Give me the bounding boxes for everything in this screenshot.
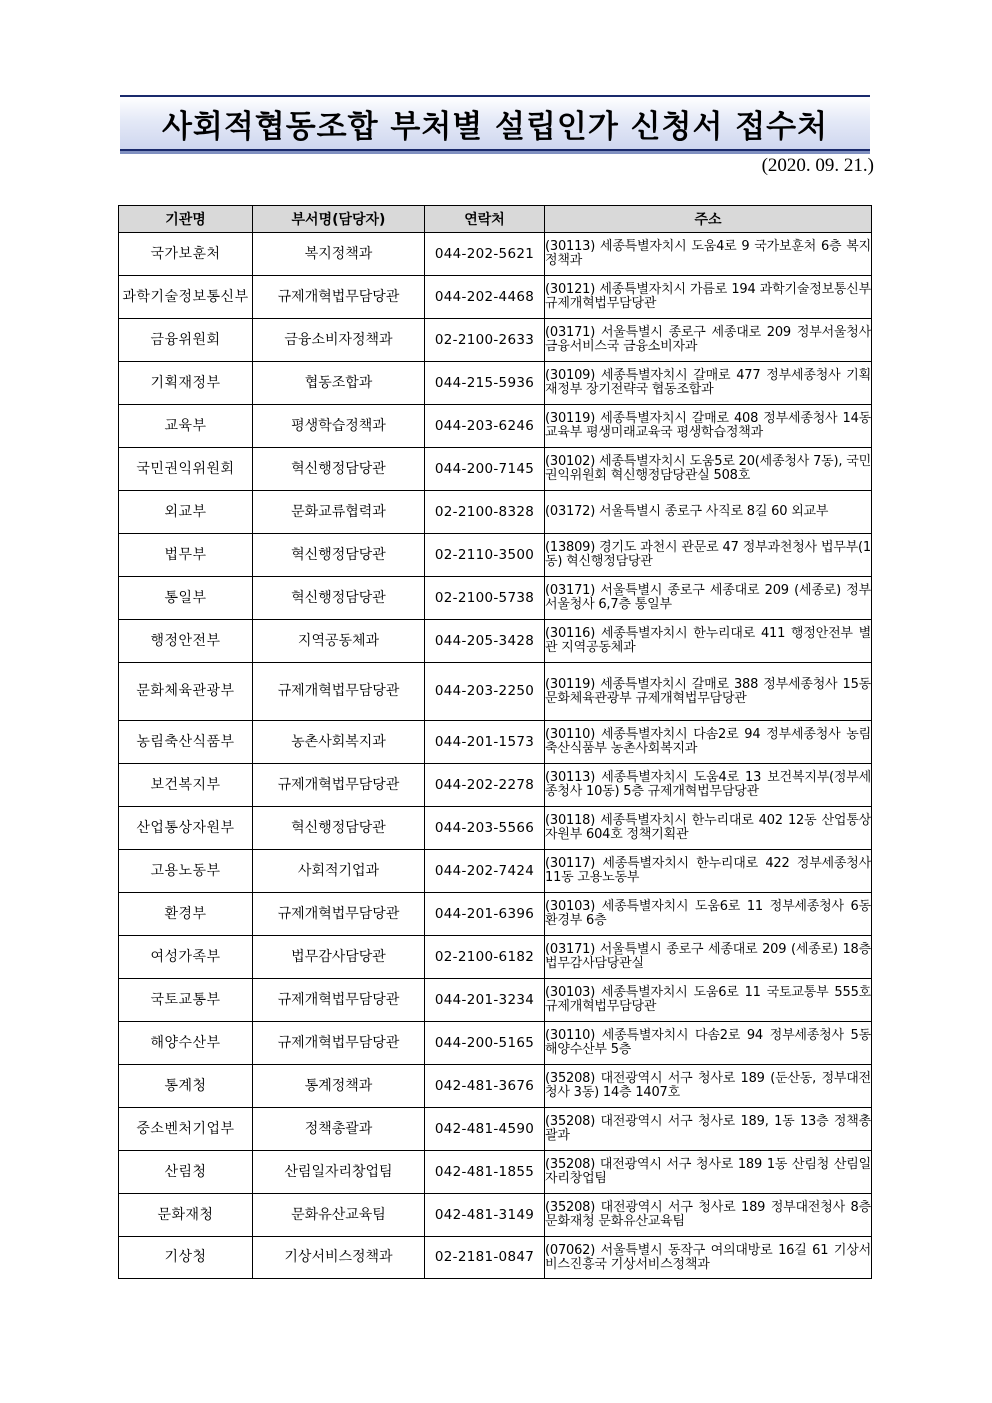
table-row <box>119 893 872 936</box>
table-row <box>119 1108 872 1151</box>
dept-name: 법무감사담당관 <box>253 936 425 979</box>
table-row <box>119 577 872 620</box>
dept-name: 산림일자리창업팀 <box>253 1151 425 1194</box>
phone-number: 042-481-1855 <box>425 1151 545 1194</box>
phone-number: 02-2181-0847 <box>425 1237 545 1279</box>
column-header-org: 기관명 <box>119 206 253 233</box>
address: (30119) 세종특별자치시 갈매로 408 정부세종청사 14동 교육부 평생미래교육국 평생학습정책과 <box>545 405 872 448</box>
table-row <box>119 764 872 807</box>
address: (35208) 대전광역시 서구 청사로 189 정부대전청사 8층 문화재청 문화유산교육팀 <box>545 1194 872 1237</box>
address: (03171) 서울특별시 종로구 세종대로 209 (세종로) 정부서울청사 6,7층 통일부 <box>545 577 872 620</box>
table-row <box>119 721 872 764</box>
dept-name: 사회적기업과 <box>253 850 425 893</box>
dept-name: 농촌사회복지과 <box>253 721 425 764</box>
phone-number: 02-2100-5738 <box>425 577 545 620</box>
org-name: 산업통상자원부 <box>119 807 253 850</box>
table-row <box>119 276 872 319</box>
column-header-dept: 부서명(담당자) <box>253 206 425 233</box>
org-name: 교육부 <box>119 405 253 448</box>
office-directory-table <box>118 205 872 1279</box>
dept-name: 혁신행정담당관 <box>253 448 425 491</box>
phone-number: 02-2110-3500 <box>425 534 545 577</box>
address: (03171) 서울특별시 종로구 세종대로 209 (세종로) 18층 법무감사담당관실 <box>545 936 872 979</box>
org-name: 기획재정부 <box>119 362 253 405</box>
org-name: 환경부 <box>119 893 253 936</box>
dept-name: 복지정책과 <box>253 233 425 276</box>
table-row <box>119 1151 872 1194</box>
phone-number: 02-2100-6182 <box>425 936 545 979</box>
org-name: 금융위원회 <box>119 319 253 362</box>
org-name: 외교부 <box>119 491 253 534</box>
dept-name: 혁신행정담당관 <box>253 807 425 850</box>
org-name: 국가보훈처 <box>119 233 253 276</box>
table-header-row <box>119 206 872 233</box>
dept-name: 정책총괄과 <box>253 1108 425 1151</box>
address: (30103) 세종특별자치시 도움6로 11 정부세종청사 6동 환경부 6층 <box>545 893 872 936</box>
org-name: 중소벤처기업부 <box>119 1108 253 1151</box>
org-name: 통일부 <box>119 577 253 620</box>
dept-name: 규제개혁법무담당관 <box>253 1022 425 1065</box>
table-row <box>119 807 872 850</box>
dept-name: 기상서비스정책과 <box>253 1237 425 1279</box>
address: (30113) 세종특별자치시 도움4로 9 국가보훈처 6층 복지정책과 <box>545 233 872 276</box>
org-name: 과학기술정보통신부 <box>119 276 253 319</box>
phone-number: 042-481-4590 <box>425 1108 545 1151</box>
address: (30110) 세종특별자치시 다솜2로 94 정부세종청사 농림축산식품부 농촌사회복지과 <box>545 721 872 764</box>
table-row <box>119 1194 872 1237</box>
phone-number: 044-201-6396 <box>425 893 545 936</box>
phone-number: 044-205-3428 <box>425 620 545 663</box>
phone-number: 044-200-5165 <box>425 1022 545 1065</box>
address: (30113) 세종특별자치시 도움4로 13 보건복지부(정부세종청사 10동) 5층 규제개혁법무담당관 <box>545 764 872 807</box>
dept-name: 지역공동체과 <box>253 620 425 663</box>
address: (30103) 세종특별자치시 도움6로 11 국토교통부 555호 규제개혁법무담당관 <box>545 979 872 1022</box>
dept-name: 규제개혁법무담당관 <box>253 663 425 721</box>
phone-number: 044-200-7145 <box>425 448 545 491</box>
dept-name: 규제개혁법무담당관 <box>253 276 425 319</box>
phone-number: 042-481-3676 <box>425 1065 545 1108</box>
dept-name: 문화교류협력과 <box>253 491 425 534</box>
phone-number: 044-203-2250 <box>425 663 545 721</box>
org-name: 농림축산식품부 <box>119 721 253 764</box>
column-header-address: 주소 <box>545 206 872 233</box>
phone-number: 02-2100-2633 <box>425 319 545 362</box>
org-name: 보건복지부 <box>119 764 253 807</box>
org-name: 산림청 <box>119 1151 253 1194</box>
org-name: 통계청 <box>119 1065 253 1108</box>
table-row <box>119 233 872 276</box>
column-header-phone: 연락처 <box>425 206 545 233</box>
dept-name: 혁신행정담당관 <box>253 534 425 577</box>
dept-name: 금융소비자정책과 <box>253 319 425 362</box>
org-name: 행정안전부 <box>119 620 253 663</box>
address: (07062) 서울특별시 동작구 여의대방로 16길 61 기상서비스진흥국 기상서비스정책과 <box>545 1237 872 1279</box>
dept-name: 통계정책과 <box>253 1065 425 1108</box>
table-row <box>119 663 872 721</box>
phone-number: 042-481-3149 <box>425 1194 545 1237</box>
phone-number: 044-201-3234 <box>425 979 545 1022</box>
table-row <box>119 534 872 577</box>
phone-number: 044-202-4468 <box>425 276 545 319</box>
address: (13809) 경기도 과천시 관문로 47 정부과천청사 법무부(1동) 혁신행정담당관 <box>545 534 872 577</box>
dept-name: 평생학습정책과 <box>253 405 425 448</box>
org-name: 국토교통부 <box>119 979 253 1022</box>
address: (35208) 대전광역시 서구 청사로 189, 1동 13층 정책총괄과 <box>545 1108 872 1151</box>
address: (30109) 세종특별자치시 갈매로 477 정부세종청사 기획재정부 장기전략국 협동조합과 <box>545 362 872 405</box>
table-row <box>119 491 872 534</box>
dept-name: 규제개혁법무담당관 <box>253 979 425 1022</box>
phone-number: 044-203-6246 <box>425 405 545 448</box>
address: (03172) 서울특별시 종로구 사직로 8길 60 외교부 <box>545 491 872 534</box>
dept-name: 혁신행정담당관 <box>253 577 425 620</box>
phone-number: 044-215-5936 <box>425 362 545 405</box>
table-row <box>119 936 872 979</box>
address: (30118) 세종특별자치시 한누리대로 402 12동 산업통상자원부 604호 정책기획관 <box>545 807 872 850</box>
phone-number: 044-202-7424 <box>425 850 545 893</box>
org-name: 기상청 <box>119 1237 253 1279</box>
org-name: 해양수산부 <box>119 1022 253 1065</box>
address: (30117) 세종특별자치시 한누리대로 422 정부세종청사 11동 고용노동부 <box>545 850 872 893</box>
org-name: 법무부 <box>119 534 253 577</box>
table-row <box>119 1022 872 1065</box>
table-row <box>119 448 872 491</box>
phone-number: 044-202-2278 <box>425 764 545 807</box>
dept-name: 규제개혁법무담당관 <box>253 764 425 807</box>
table-row <box>119 319 872 362</box>
phone-number: 02-2100-8328 <box>425 491 545 534</box>
org-name: 여성가족부 <box>119 936 253 979</box>
address: (30102) 세종특별자치시 도움5로 20(세종청사 7동), 국민권익위원회 혁신행정담당관실 508호 <box>545 448 872 491</box>
org-name: 문화재청 <box>119 1194 253 1237</box>
table-row <box>119 1237 872 1279</box>
table-row <box>119 850 872 893</box>
org-name: 문화체육관광부 <box>119 663 253 721</box>
table-row <box>119 1065 872 1108</box>
table-row <box>119 362 872 405</box>
phone-number: 044-203-5566 <box>425 807 545 850</box>
dept-name: 협동조합과 <box>253 362 425 405</box>
table-row <box>119 405 872 448</box>
address: (35208) 대전광역시 서구 청사로 189 1동 산림청 산림일자리창업팀 <box>545 1151 872 1194</box>
address: (30119) 세종특별자치시 갈매로 388 정부세종청사 15동 문화체육관광부 규제개혁법무담당관 <box>545 663 872 721</box>
dept-name: 문화유산교육팀 <box>253 1194 425 1237</box>
address: (03171) 서울특별시 종로구 세종대로 209 정부서울청사 금융서비스국 금융소비자과 <box>545 319 872 362</box>
document-date: (2020. 09. 21.) <box>761 155 874 176</box>
phone-number: 044-202-5621 <box>425 233 545 276</box>
phone-number: 044-201-1573 <box>425 721 545 764</box>
address: (30116) 세종특별자치시 한누리대로 411 행정안전부 별관 지역공동체과 <box>545 620 872 663</box>
address: (30121) 세종특별자치시 가름로 194 과학기술정보통신부 규제개혁법무담당관 <box>545 276 872 319</box>
title-banner <box>120 95 870 151</box>
table-row <box>119 979 872 1022</box>
org-name: 국민권익위원회 <box>119 448 253 491</box>
address: (30110) 세종특별자치시 다솜2로 94 정부세종청사 5동 해양수산부 5층 <box>545 1022 872 1065</box>
dept-name: 규제개혁법무담당관 <box>253 893 425 936</box>
page-title: 사회적협동조합 부처별 설립인가 신청서 접수처 <box>161 108 829 145</box>
table-row <box>119 620 872 663</box>
address: (35208) 대전광역시 서구 청사로 189 (둔산동, 정부대전청사 3동) 14층 1407호 <box>545 1065 872 1108</box>
org-name: 고용노동부 <box>119 850 253 893</box>
